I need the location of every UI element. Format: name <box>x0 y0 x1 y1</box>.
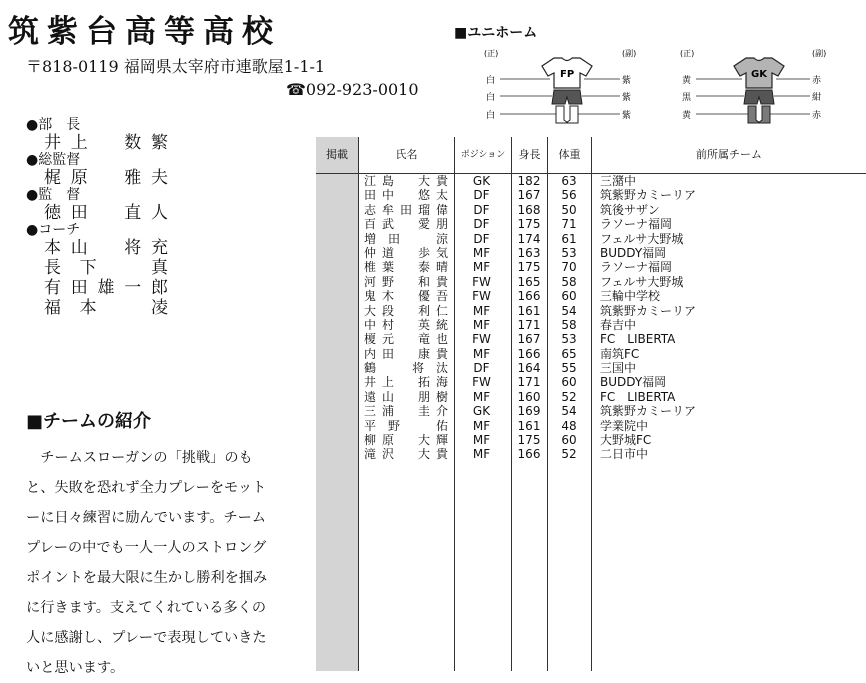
gk-socks-icon <box>748 106 770 123</box>
player-name: 平野 佑 <box>364 418 448 433</box>
intro-heading: ■チームの紹介 <box>26 411 152 432</box>
player-position: FW <box>472 332 491 347</box>
player-weight: 58 <box>561 274 577 289</box>
player-weight: 71 <box>561 217 577 232</box>
player-name: 滝沢 大貴 <box>364 447 448 462</box>
player-height: 175 <box>517 260 541 275</box>
player-prev-team: 三潴中 <box>600 174 637 188</box>
table-row <box>316 174 866 188</box>
player-prev-team: 筑後サザン <box>600 202 660 217</box>
player-position: DF <box>473 361 490 376</box>
table-row <box>316 246 866 260</box>
uniform-diagram <box>480 44 840 136</box>
player-prev-team: ラソーナ福岡 <box>600 260 673 275</box>
player-name: 志牟田瑠偉 <box>364 202 448 217</box>
player-weight: 50 <box>561 202 577 217</box>
player-prev-team: ラソーナ福岡 <box>600 217 673 232</box>
staff-role: ●監 督 <box>26 187 81 203</box>
table-row <box>316 404 866 418</box>
table-row <box>316 217 866 231</box>
player-prev-team: 筑紫野カミーリア <box>600 303 697 318</box>
player-weight: 60 <box>561 375 577 390</box>
player-weight: 53 <box>561 245 577 260</box>
player-position: MF <box>472 447 491 462</box>
player-weight: 54 <box>561 303 577 318</box>
table-row <box>316 347 866 361</box>
table-row <box>316 275 866 289</box>
player-position: MF <box>472 418 491 433</box>
player-weight: 52 <box>561 389 577 404</box>
player-weight: 48 <box>561 418 577 433</box>
roster-rows <box>316 174 866 462</box>
player-prev-team: FC LIBERTA <box>600 389 676 404</box>
gk-shorts-primary-color: 黒 <box>682 93 692 103</box>
player-height: 171 <box>517 375 541 390</box>
roster-table <box>316 137 866 671</box>
player-prev-team: 二日市中 <box>600 447 649 462</box>
player-position: DF <box>473 188 490 203</box>
table-row <box>316 304 866 318</box>
gk-primary-label: (正) <box>680 49 695 58</box>
player-name: 鶴 将汰 <box>364 361 448 376</box>
player-weight: 63 <box>561 174 577 188</box>
fp-uniform <box>484 48 636 123</box>
table-row <box>316 203 866 217</box>
fp-socks-icon <box>556 106 578 123</box>
staff-name: 長下 真 <box>44 258 168 278</box>
player-weight: 52 <box>561 447 577 462</box>
player-position: MF <box>472 389 491 404</box>
fp-shorts-primary-color: 白 <box>486 93 496 103</box>
header-prev-team: 前所属チーム <box>696 148 762 161</box>
table-row <box>316 390 866 404</box>
player-weight: 58 <box>561 317 577 332</box>
player-prev-team: 筑紫野カミーリア <box>600 404 697 419</box>
gk-shirt-primary-color: 黄 <box>682 76 692 86</box>
table-row <box>316 433 866 447</box>
staff-list <box>26 118 168 318</box>
player-weight: 70 <box>561 260 577 275</box>
player-position: MF <box>472 433 491 448</box>
intro-text <box>26 443 274 683</box>
table-row <box>316 375 866 389</box>
table-row <box>316 188 866 202</box>
player-name: 遠山 朋樹 <box>364 389 448 404</box>
staff-name: 梶原 雅夫 <box>44 168 168 188</box>
gk-socks-primary-color: 黄 <box>682 111 692 121</box>
gk-socks-secondary-color: 赤 <box>812 111 822 121</box>
player-prev-team: BUDDY福岡 <box>600 245 667 260</box>
player-position: FW <box>472 289 491 304</box>
player-prev-team: 筑紫野カミーリア <box>600 188 697 203</box>
table-row <box>316 332 866 346</box>
player-weight: 56 <box>561 188 577 203</box>
staff-name: 徳田 直人 <box>44 203 168 223</box>
player-weight: 60 <box>561 433 577 448</box>
player-position: DF <box>473 217 490 232</box>
player-weight: 60 <box>561 289 577 304</box>
fp-shorts-icon <box>552 90 582 104</box>
fp-shorts-secondary-color: 紫 <box>622 93 632 103</box>
player-position: MF <box>472 260 491 275</box>
player-name: 井上 拓海 <box>364 375 448 390</box>
player-height: 171 <box>517 317 541 332</box>
gk-secondary-label: (副) <box>812 49 827 58</box>
player-name: 三浦 圭介 <box>364 404 448 419</box>
player-height: 182 <box>517 174 541 188</box>
player-position: DF <box>473 202 490 217</box>
fp-secondary-label: (副) <box>622 49 637 58</box>
player-name: 鬼木 優吾 <box>364 289 448 304</box>
player-position: GK <box>472 174 491 188</box>
player-name: 田中 悠太 <box>364 188 448 203</box>
player-position: GK <box>472 404 491 419</box>
player-weight: 53 <box>561 332 577 347</box>
header-height: 身長 <box>518 148 541 161</box>
player-prev-team: BUDDY福岡 <box>600 375 667 390</box>
table-row <box>316 318 866 332</box>
table-row <box>316 289 866 303</box>
player-weight: 65 <box>561 346 577 361</box>
player-height: 175 <box>517 217 541 232</box>
header-name: 氏名 <box>395 148 418 161</box>
gk-shorts-secondary-color: 紺 <box>812 93 822 103</box>
player-height: 161 <box>517 303 541 318</box>
fp-shirt-primary-color: 白 <box>486 76 496 86</box>
player-prev-team: フェルサ大野城 <box>600 231 684 246</box>
player-height: 164 <box>517 361 541 376</box>
gk-shirt-secondary-color: 赤 <box>812 76 822 86</box>
header-photo: 掲載 <box>326 148 348 161</box>
staff-role: ●コーチ <box>26 222 81 238</box>
player-height: 166 <box>517 346 541 361</box>
school-phone: ☎092-923-0010 <box>286 80 419 99</box>
player-position: MF <box>472 317 491 332</box>
player-height: 166 <box>517 289 541 304</box>
player-name: 内田 康貴 <box>364 346 448 361</box>
player-height: 168 <box>517 202 541 217</box>
player-height: 167 <box>517 188 541 203</box>
player-position: FW <box>472 274 491 289</box>
header-weight: 体重 <box>558 148 581 161</box>
player-height: 161 <box>517 418 541 433</box>
player-prev-team: フェルサ大野城 <box>600 274 684 289</box>
player-position: FW <box>472 375 491 390</box>
player-name: 百武 愛朋 <box>364 217 448 232</box>
fp-shirt-label: FP <box>560 69 575 80</box>
player-prev-team: 春吉中 <box>600 317 637 332</box>
player-height: 166 <box>517 447 541 462</box>
player-prev-team: 三国中 <box>600 361 637 376</box>
intro-paragraph: チームスローガンの「挑戦」のもと、失敗を恐れず全力プレーをモットーに日々練習に励んでいます。チームプレーの中でも一人一人のストロングポイントを最大限に生かし勝利を掴みに行きます。支えてくれている多くの人に感謝し、プレーで表現していきたいと思います。 <box>26 450 268 676</box>
player-position: MF <box>472 346 491 361</box>
gk-shorts-icon <box>744 90 774 104</box>
player-prev-team: 南筑FC <box>600 346 640 361</box>
player-position: DF <box>473 231 490 246</box>
player-name: 江島 大貴 <box>364 174 448 188</box>
player-name: 榎元 竜也 <box>364 332 448 347</box>
school-address: 〒818-0119 福岡県太宰府市連歌屋1-1-1 <box>26 57 326 76</box>
player-weight: 61 <box>561 231 577 246</box>
player-prev-team: 大野城FC <box>600 433 652 448</box>
player-height: 167 <box>517 332 541 347</box>
staff-name: 井上 数繁 <box>44 133 168 153</box>
player-weight: 55 <box>561 361 577 376</box>
staff-role: ●部 長 <box>26 117 81 133</box>
uniform-heading: ■ユニホーム <box>454 25 538 41</box>
school-name: 筑紫台高等高校 <box>8 14 281 50</box>
table-row <box>316 260 866 274</box>
player-position: MF <box>472 303 491 318</box>
player-name: 増田 涼 <box>364 231 448 246</box>
player-height: 163 <box>517 245 541 260</box>
fp-shirt-secondary-color: 紫 <box>622 76 632 86</box>
player-name: 大段 利仁 <box>364 303 448 318</box>
gk-shirt-label: GK <box>751 69 767 80</box>
player-name: 河野 和貴 <box>364 274 448 289</box>
gk-uniform <box>680 48 826 123</box>
table-row <box>316 361 866 375</box>
fp-socks-primary-color: 白 <box>486 111 496 121</box>
fp-socks-secondary-color: 紫 <box>622 111 632 121</box>
player-position: MF <box>472 245 491 260</box>
player-prev-team: 学業院中 <box>600 418 649 433</box>
table-row <box>316 419 866 433</box>
player-name: 中村 英統 <box>364 317 448 332</box>
table-row <box>316 232 866 246</box>
player-prev-team: 三輪中学校 <box>600 289 661 304</box>
player-height: 160 <box>517 389 541 404</box>
player-height: 169 <box>517 404 541 419</box>
player-name: 柳原 大輝 <box>364 433 448 448</box>
player-prev-team: FC LIBERTA <box>600 332 676 347</box>
player-weight: 54 <box>561 404 577 419</box>
staff-name: 本山 将充 <box>44 238 168 258</box>
player-name: 椎葉 泰晴 <box>364 260 448 275</box>
header-position: ポジション <box>460 150 506 160</box>
player-height: 174 <box>517 231 541 246</box>
table-row <box>316 447 866 461</box>
staff-role: ●総監督 <box>26 152 81 168</box>
player-name: 仲道 歩気 <box>364 245 448 260</box>
staff-name: 福本 凌 <box>44 298 168 318</box>
player-height: 165 <box>517 274 541 289</box>
staff-name: 有田雄一郎 <box>44 278 168 298</box>
fp-primary-label: (正) <box>484 49 499 58</box>
player-height: 175 <box>517 433 541 448</box>
